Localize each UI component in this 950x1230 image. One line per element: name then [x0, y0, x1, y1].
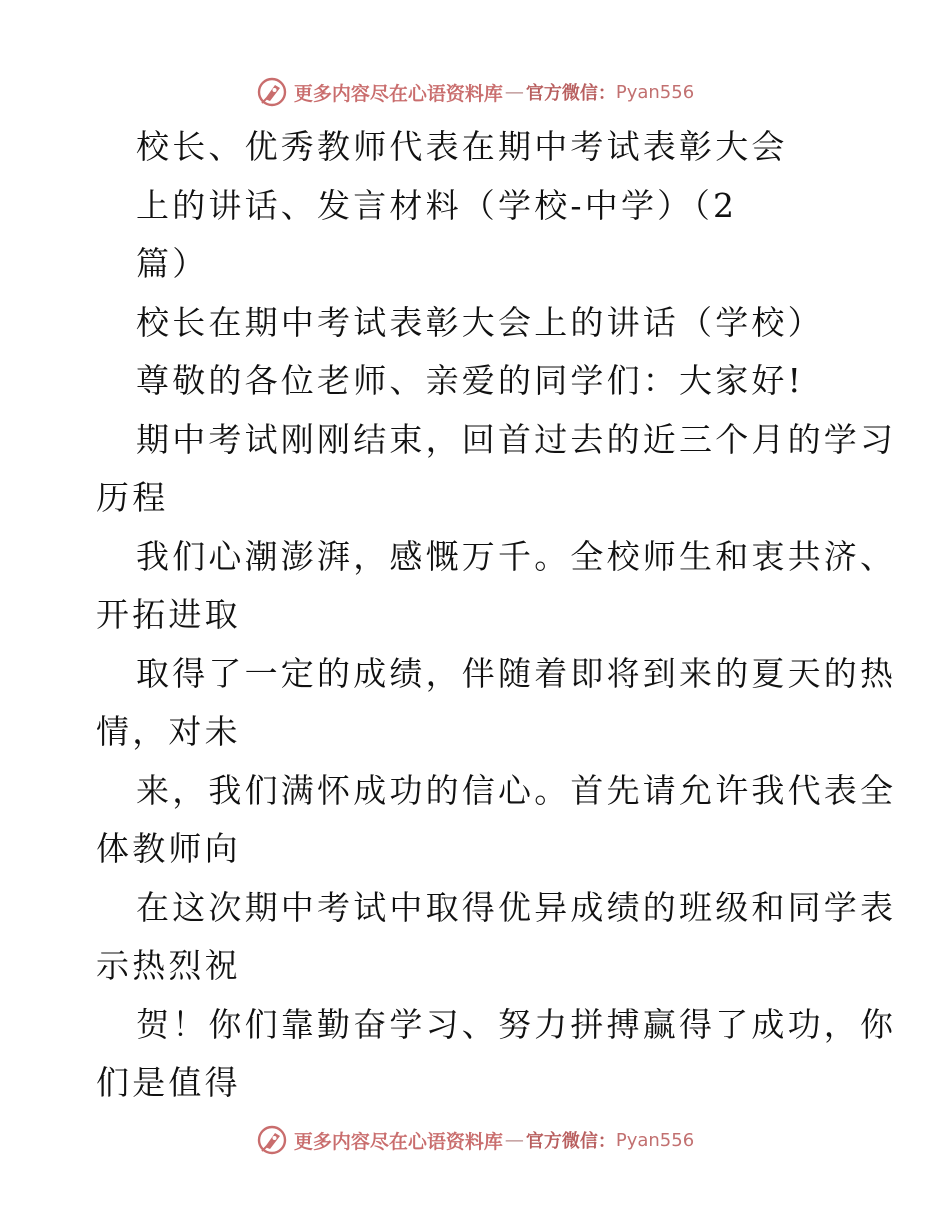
- document-body: [96, 118, 897, 1113]
- document-line: 开拓进取: [96, 595, 241, 634]
- banner-wechat-id: Pyan556: [615, 1129, 695, 1151]
- document-line: 尊敬的各位老师、亲爱的同学们：大家好!: [136, 361, 805, 400]
- document-line: 示热烈祝: [96, 946, 241, 985]
- banner-wechat-label: 官方微信：: [525, 1131, 616, 1152]
- document-line: 期中考试刚刚结束，回首过去的近三个月的学习: [136, 419, 897, 459]
- document-line: 取得了一定的成绩，伴随着即将到来的夏天的热: [136, 653, 897, 693]
- document-line: 历程: [96, 478, 169, 517]
- document-line: 在这次期中考试中取得优异成绩的班级和同学表: [136, 887, 897, 927]
- document-line: 体教师向: [96, 829, 241, 868]
- banner-separator: —: [504, 81, 524, 103]
- footer-banner: [0, 1120, 950, 1160]
- banner-wechat-label: 官方微信：: [525, 83, 616, 104]
- banner-text: 更多内容尽在心语资料库: [293, 82, 503, 105]
- document-line: 来，我们满怀成功的信心。首先请允许我代表全: [136, 770, 897, 810]
- banner-wechat-id: Pyan556: [615, 81, 695, 103]
- document-line: 我们心潮澎湃，感慨万千。全校师生和衷共济、: [136, 536, 897, 576]
- document-line: 贺！你们靠勤奋学习、努力拼搏赢得了成功，你: [136, 1004, 897, 1044]
- document-line: 篇）: [136, 244, 209, 283]
- document-line: 校长在期中考试表彰大会上的讲话（学校）: [136, 302, 824, 342]
- pen-nib-logo-icon: [256, 76, 288, 108]
- header-banner: [0, 72, 950, 112]
- document-line: 情，对未: [96, 712, 241, 751]
- document-line: 校长、优秀教师代表在期中考试表彰大会: [136, 127, 788, 166]
- pen-nib-logo-icon: [256, 1124, 288, 1156]
- document-line: 们是值得: [96, 1063, 241, 1102]
- banner-separator: —: [504, 1129, 524, 1151]
- banner-text: 更多内容尽在心语资料库: [293, 1130, 503, 1153]
- document-line: 上的讲话、发言材料（学校-中学）（2: [136, 185, 738, 225]
